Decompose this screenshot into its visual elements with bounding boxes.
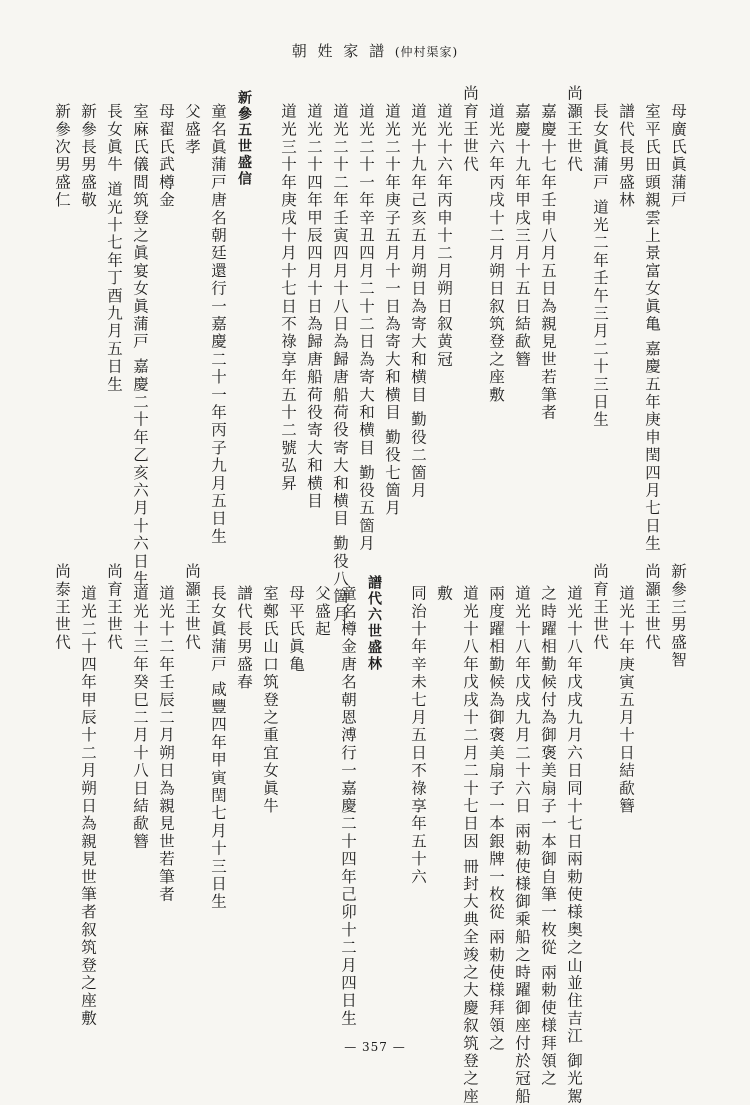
top-line-10: 道光十六年丙申十二月朔日叙黄冠 [435, 103, 453, 369]
top-line-6: 嘉慶十七年壬申八月五日為親見世若筆者 [539, 103, 557, 422]
bottom-line-14: 父盛起 [313, 585, 331, 639]
top-line-21: 室麻氏儀間筑登之眞宴女眞蒲戸 嘉慶二十年乙亥六月十六日生 [131, 103, 149, 589]
heading-gen6: 譜代六世盛林 [366, 575, 382, 673]
bottom-line-1: 新參三男盛智 [669, 563, 687, 670]
top-line-22: 長女眞牛 道光十七年丁酉九月五日生 [105, 103, 123, 394]
bottom-line-16: 室鄭氏山口筑登之重宜女眞牛 [261, 585, 279, 816]
heading-gen5: 新參五世盛信 [236, 90, 252, 188]
top-line-1: 母廣氏眞蒲戸 [669, 103, 687, 210]
bottom-line-10: 敷 [435, 585, 453, 603]
bottom-line-6: 之時躍相勤候付為御褒美扇子一本御自筆一枚從 兩勅使様拜領之 [539, 585, 557, 1088]
top-line-24: 新參次男盛仁 [53, 103, 71, 210]
bottom-line-2: 尚灝王世代 [643, 563, 661, 652]
bottom-line-15: 母平氏眞亀 [287, 585, 305, 674]
top-line-3: 譜代長男盛林 [617, 103, 635, 210]
top-line-9: 尚育王世代 [461, 85, 479, 174]
bottom-line-17: 譜代長男盛春 [235, 585, 253, 692]
top-line-13: 道光二十一年辛丑四月二十二日為寄大和横目 勤役五箇月 [357, 103, 375, 553]
top-line-19: 父盛孝 [183, 103, 201, 157]
top-line-14: 道光二十二年壬寅四月十八日為歸唐船荷役寄大和横目 勤役八箇月 [331, 103, 349, 624]
top-line-12: 道光二十年庚子五月十一日為寄大和横目 勤役七箇月 [383, 103, 401, 518]
top-line-4: 長女眞蒲戸 道光二年壬午三月二十三日生 [591, 103, 609, 429]
bottom-line-5: 道光十八年戊戌九月六日同十七日兩勅使様奥之山並住吉江 御光駕 [565, 585, 583, 1105]
bottom-line-18: 長女眞蒲戸 咸豐四年甲寅閏七月十三日生 [209, 585, 227, 911]
top-line-18: 童名眞蒲戸唐名朝廷還行一嘉慶二十一年丙子九月五日生 [209, 103, 227, 546]
page-number: — 357 — [344, 1040, 406, 1054]
top-line-8: 道光六年丙戌十二月朔日叙筑登之座敷 [487, 103, 505, 404]
bottom-line-20: 道光十二年壬辰二月朔日為親見世若筆者 [157, 585, 175, 904]
top-line-7: 嘉慶十九年甲戌三月十五日結歃簪 [513, 103, 531, 369]
page-header [0, 40, 750, 61]
top-line-23: 新參長男盛敬 [79, 103, 97, 210]
top-line-11: 道光十九年己亥五月朔日為寄大和横目 勤役二箇月 [409, 103, 427, 500]
top-line-5: 尚灝王世代 [565, 85, 583, 174]
bottom-line-22: 尚育王世代 [105, 563, 123, 652]
page-subtitle: (仲村渠家) [394, 45, 459, 59]
bottom-line-13: 童名樽金唐名朝恩溥行一嘉慶二十四年己卯十二月四日生 [339, 585, 357, 1028]
bottom-line-9: 道光十八年戊戌十二月二十七日因 冊封大典全竣之大慶叙筑登之座 [461, 585, 479, 1105]
top-line-16: 道光三十年庚戌十月十七日不祿享年五十二號弘昇 [279, 103, 297, 493]
bottom-line-8: 兩度躍相勤候為御褒美扇子一本銀牌一枚從 兩勅使様拜領之 [487, 585, 505, 1053]
bottom-line-21: 道光十三年癸巳二月十八日結歃簪 [131, 585, 149, 851]
bottom-line-24: 尚泰王世代 [53, 563, 71, 652]
top-line-2-text: 室平氏田頭親雲上景富女眞亀 嘉慶五年庚申閏四月七日生 [643, 103, 661, 553]
bottom-line-7: 道光十八年戊戌九月二十六日 兩勅使様御乘船之時躍御座付於冠船 [513, 585, 531, 1105]
bottom-line-23: 道光二十四年甲辰十二月朔日為親見世筆者叙筑登之座敷 [79, 585, 97, 1028]
top-line-15: 道光二十四年甲辰四月十日為歸唐船荷役寄大和横目 [305, 103, 323, 511]
top-line-2 [643, 103, 661, 553]
bottom-line-4: 尚育王世代 [591, 563, 609, 652]
bottom-line-3: 道光十年庚寅五月十日結歃簪 [617, 585, 635, 816]
page-title: 朝 姓 家 譜 [291, 42, 388, 60]
bottom-line-19: 尚灝王世代 [183, 563, 201, 652]
bottom-line-11: 同治十年辛未七月五日不祿享年五十六 [409, 585, 427, 886]
top-line-20: 母翟氏武樽金 [157, 103, 175, 210]
